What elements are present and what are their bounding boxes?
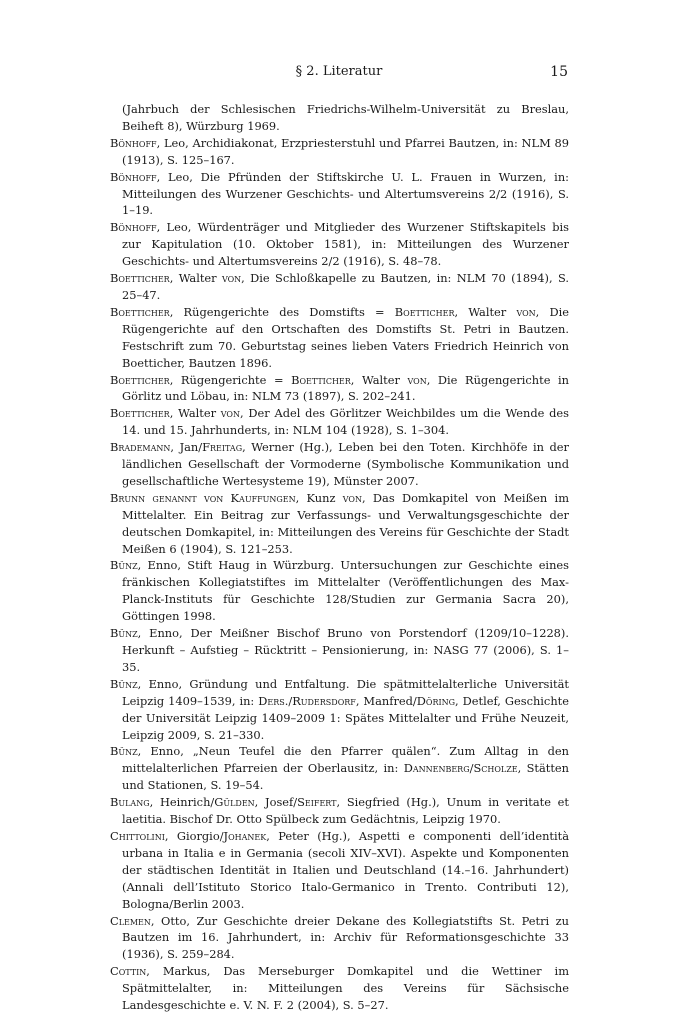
author-name: Chittolini — [110, 828, 165, 843]
entry-text: / — [288, 693, 293, 708]
entry-text: , Stätten und Stationen, S. 19–54. — [122, 761, 570, 793]
bibliography-entry — [110, 828, 569, 913]
author-name: Brunn genannt von Kauffungen — [110, 490, 296, 505]
entry-text: , Enno, „Neun Teufel die den Pfarrer quälen“. Zum Alltag in den mittelalterlichen Pfarreien der Oberlausitz, in: — [122, 744, 569, 776]
author-name: Bünz — [110, 558, 138, 573]
entry-text: , Das Domkapitel von Meißen im Mittelalter. Ein Beitrag zur Verfassungs- und Verwaltungsgeschichte der deutschen Domkapitel, in: Mitteilungen des Vereins für Geschichte der Stadt Meißen 6 (1904), S. 121–253. — [122, 490, 569, 556]
entry-text: , Walter — [454, 304, 517, 319]
entry-text: , Enno, Stift Haug in Würzburg. Untersuchungen zur Geschichte eines fränkischen Kollegiatstiftes im Mittelalter (Veröffentlichungen des Max-Planck-Instituts für Geschichte 128/Studien zur Germania Sacra 20), Göttingen 1998. — [122, 558, 569, 624]
author-name: Johanek — [223, 828, 267, 843]
author-name: Clemen — [110, 913, 151, 928]
author-name: Brademann — [110, 440, 171, 455]
entry-text: (Jahrbuch der Schlesischen Friedrichs-Wilhelm-Universität zu Breslau, Beiheft 8), Würzburg 1969. — [122, 102, 569, 133]
author-name: Cottin — [110, 964, 147, 979]
author-name: Boetticher — [110, 406, 170, 421]
author-name: von — [407, 372, 427, 387]
entry-text: , Kunz — [295, 490, 343, 505]
bibliography-entry — [110, 743, 569, 794]
bibliography-entry — [110, 372, 569, 406]
author-name: von — [221, 271, 242, 286]
bibliography-entry — [110, 101, 569, 135]
entry-text: , Heinrich/ — [149, 795, 215, 810]
entry-text: , Jan/ — [170, 440, 203, 455]
entry-text: , Walter — [169, 271, 222, 286]
entry-text: , Rügengerichte des Domstifts = — [169, 304, 395, 319]
author-name: Ders. — [258, 693, 289, 708]
author-name: Bünz — [110, 676, 138, 691]
author-name: Boetticher — [394, 304, 455, 319]
author-name: Scholze — [473, 761, 518, 776]
entry-text: , Die Rügengerichte in Görlitz und Löbau, in: NLM 73 (1897), S. 202–241. — [122, 372, 569, 404]
page-number: 15 — [550, 64, 568, 80]
entry-text: , Josef/ — [254, 795, 298, 810]
bibliography-list — [110, 101, 569, 1014]
author-name: Rudersdorf — [292, 693, 356, 708]
entry-text: , Leo, Die Pfründen der Stiftskirche U. L. Frauen in Wurzen, in: Mitteilungen des Wurzener Geschichts- und Altertumsvereins 2/2 (1916), S. 1–19. — [122, 169, 569, 218]
entry-text: , Enno, Gründung und Entfaltung. Die spätmittelalterliche Universität Leipzig 1409–1539, in: — [122, 676, 569, 708]
entry-text: , Enno, Der Meißner Bischof Bruno von Porstendorf (1209/10–1228). Herkunft – Aufstieg – Rücktritt – Pensionierung, in: NASG 77 (2006), S. 1–35. — [122, 626, 569, 674]
entry-text: , Siegfried (Hg.), Unum in veritate et laetitia. Bischof Dr. Otto Spülbeck zum Gedächtnis, Leipzig 1970. — [122, 795, 569, 827]
bibliography-entry — [110, 490, 569, 558]
author-name: Bünz — [110, 626, 138, 641]
author-name: Döring — [416, 693, 456, 708]
bibliography-entry — [110, 913, 569, 964]
author-name: Seifert — [297, 795, 337, 810]
author-name: von — [220, 406, 240, 421]
author-name: Boetticher — [110, 271, 170, 286]
entry-text: , Walter — [350, 372, 408, 387]
author-name: Bulang — [110, 795, 150, 810]
bibliography-entry — [110, 270, 569, 304]
bibliography-entry — [110, 963, 569, 1014]
bibliography-entry — [110, 304, 569, 372]
bibliography-entry — [110, 439, 569, 490]
running-header — [110, 64, 568, 84]
bibliography-entry — [110, 219, 569, 270]
bibliography-entry — [110, 794, 569, 828]
entry-text: , Walter — [169, 406, 221, 421]
author-name: Bönhoff — [110, 220, 157, 235]
entry-text: , Rügengerichte = — [169, 372, 292, 387]
author-name: Boetticher — [110, 372, 170, 387]
bibliography-entry — [110, 625, 569, 676]
entry-text: , Giorgio/ — [164, 828, 224, 843]
author-name: von — [342, 490, 362, 505]
entry-text: , Otto, Zur Geschichte dreier Dekane des Kollegiatstifts St. Petri zu Bautzen im 16. Jahrhundert, in: Archiv für Reformationsgeschichte 33 (1936), S. 259–284. — [122, 913, 569, 962]
entry-text: , Die Schloßkapelle zu Bautzen, in: NLM 70 (1894), S. 25–47. — [122, 271, 569, 302]
entry-text: , Die Rügengerichte auf den Ortschaften des Domstifts St. Petri in Bautzen. Festschrift zum 70. Geburtstag seines lieben Vaters Friedrich Heinrich von Boetticher, Bautzen 1896. — [122, 304, 570, 370]
author-name: von — [516, 304, 536, 319]
author-name: Boetticher — [110, 304, 170, 319]
bibliography-entry — [110, 405, 569, 439]
entry-text: , Markus, Das Merseburger Domkapitel und die Wettiner im Spätmittelalter, in: Mitteilungen des Vereins für Sächsische Landesgeschichte e. V. N. F. 2 (2004), S. 5–27. — [122, 964, 569, 1013]
author-name: Freitag — [202, 440, 243, 455]
entry-text: / — [469, 761, 474, 776]
bibliography-entry — [110, 676, 569, 744]
bibliography-entry — [110, 169, 569, 220]
entry-text: , Leo, Würdenträger und Mitglieder des Wurzener Stiftskapitels bis zur Kapitulation (10. Oktober 1581), in: Mitteilungen des Wurzener Geschichts- und Altertumsvereins 2/2 (1916), S. 48–78. — [122, 220, 569, 269]
entry-text: , Werner (Hg.), Leben bei den Toten. Kirchhöfe in der ländlichen Gesellschaft der Vormoderne (Symbolische Kommunikation und gesellschaftliche Wertesysteme 19), Münster 2007. — [122, 440, 569, 488]
entry-text: , Der Adel des Görlitzer Weichbildes um die Wende des 14. und 15. Jahrhunderts, in: NLM 104 (1928), S. 1–304. — [122, 406, 569, 438]
entry-text: , Manfred/ — [355, 693, 417, 708]
author-name: Dannenberg — [403, 761, 470, 776]
entry-text: , Detlef, Geschichte der Universität Leipzig 1409–2009 1: Spätes Mittelalter und Frühe Neuzeit, Leipzig 2009, S. 21–330. — [122, 693, 569, 742]
bibliography-entry — [110, 557, 569, 625]
author-name: Boetticher — [291, 372, 351, 387]
author-name: Bünz — [110, 744, 138, 759]
entry-text: , Peter (Hg.), Aspetti e componenti dell’identità urbana in Italia e in Germania (secoli XIV–XVI). Aspekte und Komponenten der städtischen Identität in Italien und Deutschland (14.–16. Jahrhundert) (Annali dell’Istituto Storico Italo-Germanico in Trento. Contributi 12), Bologna/Berlin 2003. — [122, 828, 569, 911]
section-title: § 2. Literatur — [295, 64, 383, 79]
entry-text: , Leo, Archidiakonat, Erzpriesterstuhl und Pfarrei Bautzen, in: NLM 89 (1913), S. 125–167. — [122, 135, 569, 167]
author-name: Gülden — [214, 795, 255, 810]
bibliography-entry — [110, 135, 569, 169]
author-name: Bönhoff — [110, 169, 157, 184]
author-name: Bönhoff — [110, 135, 157, 150]
